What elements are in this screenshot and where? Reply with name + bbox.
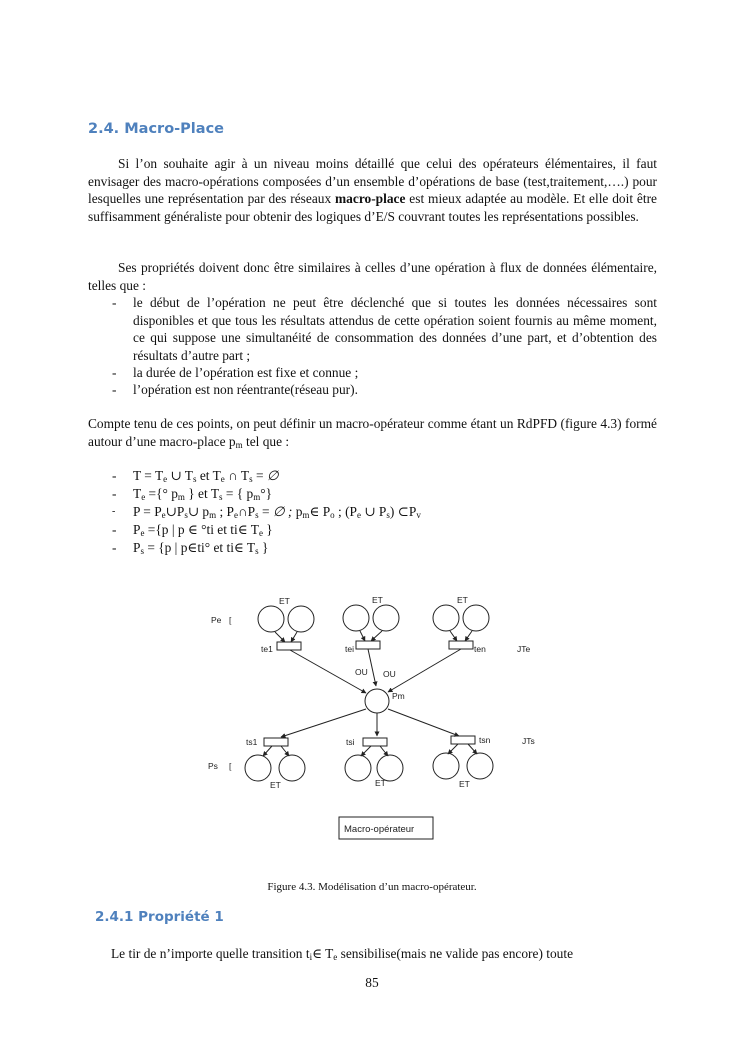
pm-subscript: m [235, 439, 243, 450]
subsection-text-part1: Le tir de n’importe quelle transition t [111, 946, 310, 961]
formula-item: - $T = T_e$ ∪ $T_s$ et $T_e$ ∩ $T_s$ = ∅ [112, 468, 279, 484]
subscript-e: e [333, 952, 338, 962]
subsection-text-part2: ∈ T [312, 946, 334, 961]
place-top-3b [463, 605, 489, 631]
place-top-2b [373, 605, 399, 631]
list-item [112, 381, 657, 399]
subsection-text [111, 945, 573, 963]
list-dash: - [112, 486, 117, 501]
subsection-title: 2.4.1 Propriété 1 [95, 909, 224, 925]
subscript-i: i [309, 952, 313, 962]
transition-tsn [451, 736, 475, 744]
label-et: ET [375, 778, 386, 788]
paragraph-intro-bold: macro-place [335, 191, 406, 206]
formula-item: - $P_e =\{p$ | p ∈ °ti et ti∈ $T_e$ } [112, 522, 273, 538]
transition-ts1 [264, 738, 288, 746]
place-bottom-3b [467, 753, 493, 779]
transition-tei [356, 641, 380, 649]
label-jte: JTe [517, 644, 531, 654]
paragraph-definition [88, 415, 657, 450]
label-te1: te1 [261, 644, 273, 654]
place-bottom-3a [433, 753, 459, 779]
paragraph-definition-text: Compte tenu de ces points, on peut définir un macro-opérateur comme étant un RdPFD (figure 4.3) formé autour d’une macro-place p [88, 416, 657, 449]
list-dash: - [112, 522, 117, 537]
place-top-2a [343, 605, 369, 631]
list-item-text: la durée de l’opération est fixe et connue ; [133, 365, 359, 380]
label-tsn: tsn [479, 735, 491, 745]
label-tsi: tsi [346, 737, 355, 747]
formula-item: - $P_s = \{p$ | p∈ti° et ti∈ $T_s$ } [112, 540, 269, 556]
label-ps: Ps [208, 761, 218, 771]
label-pe: Pe [211, 615, 222, 625]
label-et: ET [459, 779, 470, 789]
label-et: ET [457, 595, 468, 605]
paragraph-intro [88, 155, 657, 225]
paragraph-intro-part1: Si l’on souhaite agir à un niveau moins détaillé que celui des opérateurs élémentaires, il faut envisager des macro-opérations composées d’un ensemble d’opérations de base (test,traitement,….) pour lesquelles une représentation par des réseaux [88, 156, 657, 206]
macro-place-pm [365, 689, 389, 713]
label-et: ET [270, 780, 281, 790]
macro-operator-diagram [195, 585, 545, 850]
paragraph-properties: Ses propriétés doivent donc être similaires à celles d’une opération à flux de données élémentaire, telles que : [88, 260, 657, 293]
transition-ten [449, 641, 473, 649]
list-item [112, 364, 657, 382]
list-dash: - [112, 382, 117, 397]
transition-tsi [363, 738, 387, 746]
transition-te1 [277, 642, 301, 650]
list-item [112, 294, 657, 364]
list-dash: - [112, 540, 117, 555]
place-bottom-1a [245, 755, 271, 781]
label-jts: JTs [522, 736, 535, 746]
label-pe-bracket: [ [229, 615, 232, 625]
list-dash: - [112, 468, 117, 483]
figure-caption: Figure 4.3. Modélisation d’un macro-opérateur. [267, 881, 477, 893]
label-ten: ten [474, 644, 486, 654]
label-ou: OU [355, 667, 368, 677]
place-top-3a [433, 605, 459, 631]
label-ts1: ts1 [246, 737, 258, 747]
place-top-1b [288, 606, 314, 632]
formula-item: - $P = P_e\cup P_s\cup$ $p_m$ ; $P_e\cap P_s$ = ∅ ; $p_m\in$ $P_o$ ; ($P_e$ ∪ $P_s$) $\subset P_v$ [112, 504, 421, 520]
list-dash: - [112, 365, 117, 380]
list-item-text: le début de l’opération ne peut être déclenché que si toutes les données nécessaires sont disponibles et que tous les résultats attendus de cette opération soient fournis au même moment, ce qui suppose une simultanéité de consommation des données d’une part, et d’obtention des résultats d’autre part ; [133, 295, 657, 363]
label-tei: tei [345, 644, 354, 654]
label-pm: Pm [392, 691, 405, 701]
place-bottom-1b [279, 755, 305, 781]
list-item-text: l’opération est non réentrante(réseau pur). [133, 382, 358, 397]
page-number: 85 [365, 975, 379, 990]
place-top-1a [258, 606, 284, 632]
label-ps-bracket: [ [229, 761, 232, 771]
label-ou: OU [383, 669, 396, 679]
place-bottom-2a [345, 755, 371, 781]
paragraph-definition-end: tel que : [242, 433, 290, 449]
formula-item: - $T_e$ ={° $p_m$ } et $T_s$ = { $p_m^\circ$} [112, 486, 273, 502]
label-et: ET [372, 595, 383, 605]
subsection-text-part3: sensibilise(mais ne valide pas encore) toute [337, 946, 574, 961]
list-dash: - [112, 506, 116, 517]
paragraph-intro-part2: est mieux adaptée au modèle. Et elle doit être suffisamment généraliste pour obtenir des logiques d’E/S couvrant toutes les représentations possibles. [88, 191, 657, 224]
label-et: ET [279, 596, 290, 606]
section-title: 2.4. Macro-Place [88, 121, 224, 137]
list-dash: - [112, 295, 117, 310]
label-macro-operator: Macro-opérateur [344, 824, 415, 835]
